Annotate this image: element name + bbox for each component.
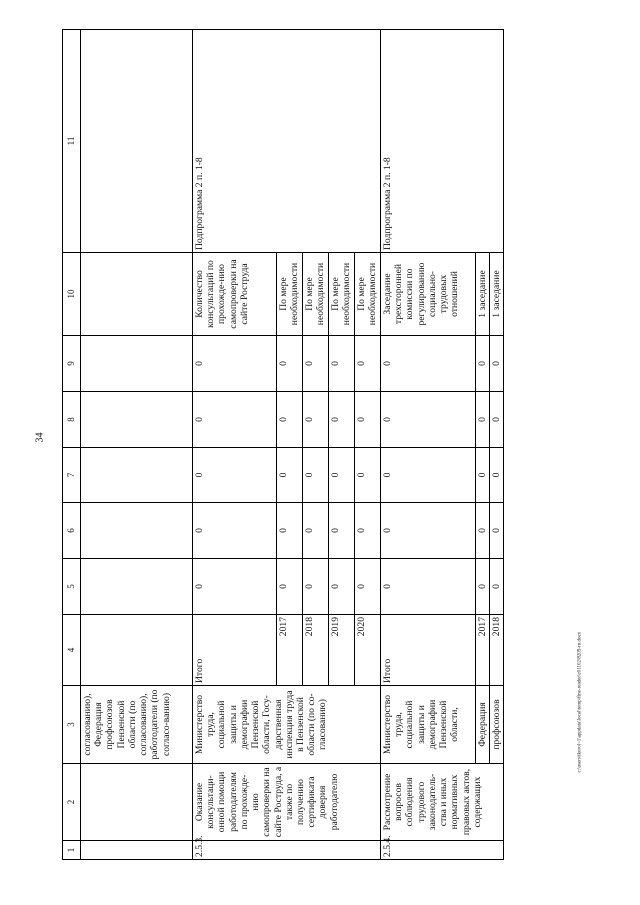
executor-cell: профсоюзов: [490, 686, 504, 764]
year-cell: 2017: [476, 615, 490, 686]
rotated-table-wrapper: [62, 30, 567, 860]
value-cell: 0: [490, 559, 504, 615]
cell: [81, 448, 193, 503]
value-cell: 0: [303, 503, 329, 559]
value-cell: 0: [476, 503, 490, 559]
year-cell: 2018: [303, 615, 329, 686]
value-cell: 0: [381, 392, 476, 448]
col-header: 4: [63, 615, 81, 686]
value-cell: 0: [277, 392, 303, 448]
indicator-cell: По мере необходимости: [277, 253, 303, 336]
year-cell: Итого: [381, 615, 476, 686]
executor-cell: Министерство труда, социальной защиты и демографии Пензенской области,: [381, 686, 476, 764]
value-cell: 0: [355, 336, 381, 392]
column-number-row: [63, 30, 81, 860]
value-cell: 0: [277, 559, 303, 615]
item-name: Оказание консультаци-онной помощи работодателям по прохожде-нию самопроверки на сайте Роструда, а также по получению сертификата доверия работодателю: [193, 764, 381, 841]
value-cell: 0: [329, 448, 355, 503]
table-row: [381, 30, 476, 860]
value-cell: 0: [329, 392, 355, 448]
value-cell: 0: [490, 503, 504, 559]
col-header: 1: [63, 841, 81, 860]
value-cell: 0: [303, 392, 329, 448]
executor-cell: согласованию), Федерация профсоюзов Пензенской области (по согласованию), работодатели (по согласо-ванию): [81, 686, 193, 764]
value-cell: 0: [355, 503, 381, 559]
executor-cell: Министерство труда, социальной защиты и демографии Пензенской области, Госу-дарственная инспекция труда в Пензенской области (по со-гласованию): [193, 686, 381, 764]
value-cell: 0: [277, 503, 303, 559]
value-cell: 0: [193, 392, 277, 448]
cell: [81, 503, 193, 559]
cell: [81, 841, 193, 860]
col-header: 6: [63, 503, 81, 559]
executor-cell: Федерация: [476, 686, 490, 764]
value-cell: 0: [490, 336, 504, 392]
program-table: [62, 29, 504, 860]
value-cell: 0: [476, 336, 490, 392]
value-cell: 0: [193, 559, 277, 615]
value-cell: 0: [303, 559, 329, 615]
value-cell: 0: [476, 559, 490, 615]
value-cell: 0: [329, 336, 355, 392]
value-cell: 0: [193, 448, 277, 503]
col-header: 8: [63, 392, 81, 448]
year-cell: 2020: [355, 615, 381, 686]
reference-cell: Подпрограмма 2 п. 1-8: [381, 30, 504, 253]
value-cell: 0: [381, 336, 476, 392]
indicator-cell: По мере необходимости: [329, 253, 355, 336]
col-header: 5: [63, 559, 81, 615]
page-number: 34: [34, 432, 46, 443]
value-cell: 0: [490, 392, 504, 448]
value-cell: 0: [355, 559, 381, 615]
col-header: 3: [63, 686, 81, 764]
col-header: 7: [63, 448, 81, 503]
year-cell: 2017: [277, 615, 303, 686]
indicator-cell: 1 заседание: [490, 253, 504, 336]
indicator-cell: Заседание трехсторонней комиссии по регулированию социально-трудовых отношений: [381, 253, 476, 336]
cell: [81, 764, 193, 841]
indicator-cell: По мере необходимости: [355, 253, 381, 336]
landscape-sheet: [62, 30, 567, 860]
cell: [81, 30, 193, 253]
reference-cell: Подпрограмма 2 п. 1-8: [193, 30, 381, 253]
col-header: 10: [63, 253, 81, 336]
value-cell: 0: [355, 448, 381, 503]
cell: [81, 253, 193, 336]
col-header: 11: [63, 30, 81, 253]
value-cell: 0: [193, 503, 277, 559]
col-header: 9: [63, 336, 81, 392]
value-cell: 0: [303, 336, 329, 392]
cell: [81, 336, 193, 392]
value-cell: 0: [355, 392, 381, 448]
footer: [560, 400, 600, 773]
footer-path: c:\users\ikorol~1\appdata\local\temp\fine-reader\c01102\8209-rn.docx: [577, 631, 583, 773]
value-cell: 0: [381, 559, 476, 615]
value-cell: 0: [381, 503, 476, 559]
value-cell: 0: [476, 392, 490, 448]
value-cell: 0: [329, 503, 355, 559]
year-cell: 2019: [329, 615, 355, 686]
cell: [81, 615, 193, 686]
item-number: 2.5.3.: [193, 841, 381, 860]
item-name: Рассмотрение вопросов соблюдения трудового законодатель-ства и иных нормативных правовых актов, содержащих: [381, 764, 504, 841]
value-cell: 0: [193, 336, 277, 392]
indicator-cell: Количество консультаций по прохожде-нию самопроверки на сайте Роструда: [193, 253, 277, 336]
cell: [81, 559, 193, 615]
value-cell: 0: [277, 336, 303, 392]
table-row: [193, 30, 277, 860]
value-cell: 0: [381, 448, 476, 503]
indicator-cell: 1 заседание: [476, 253, 490, 336]
value-cell: 0: [476, 448, 490, 503]
year-cell: 2018: [490, 615, 504, 686]
year-cell: Итого: [193, 615, 277, 686]
value-cell: 0: [490, 448, 504, 503]
carryover-row: [81, 30, 193, 860]
cell: [81, 392, 193, 448]
value-cell: 0: [303, 448, 329, 503]
col-header: 2: [63, 764, 81, 841]
indicator-cell: По мере необходимости: [303, 253, 329, 336]
value-cell: 0: [329, 559, 355, 615]
value-cell: 0: [277, 448, 303, 503]
item-number: 2.5.4.: [381, 841, 504, 860]
